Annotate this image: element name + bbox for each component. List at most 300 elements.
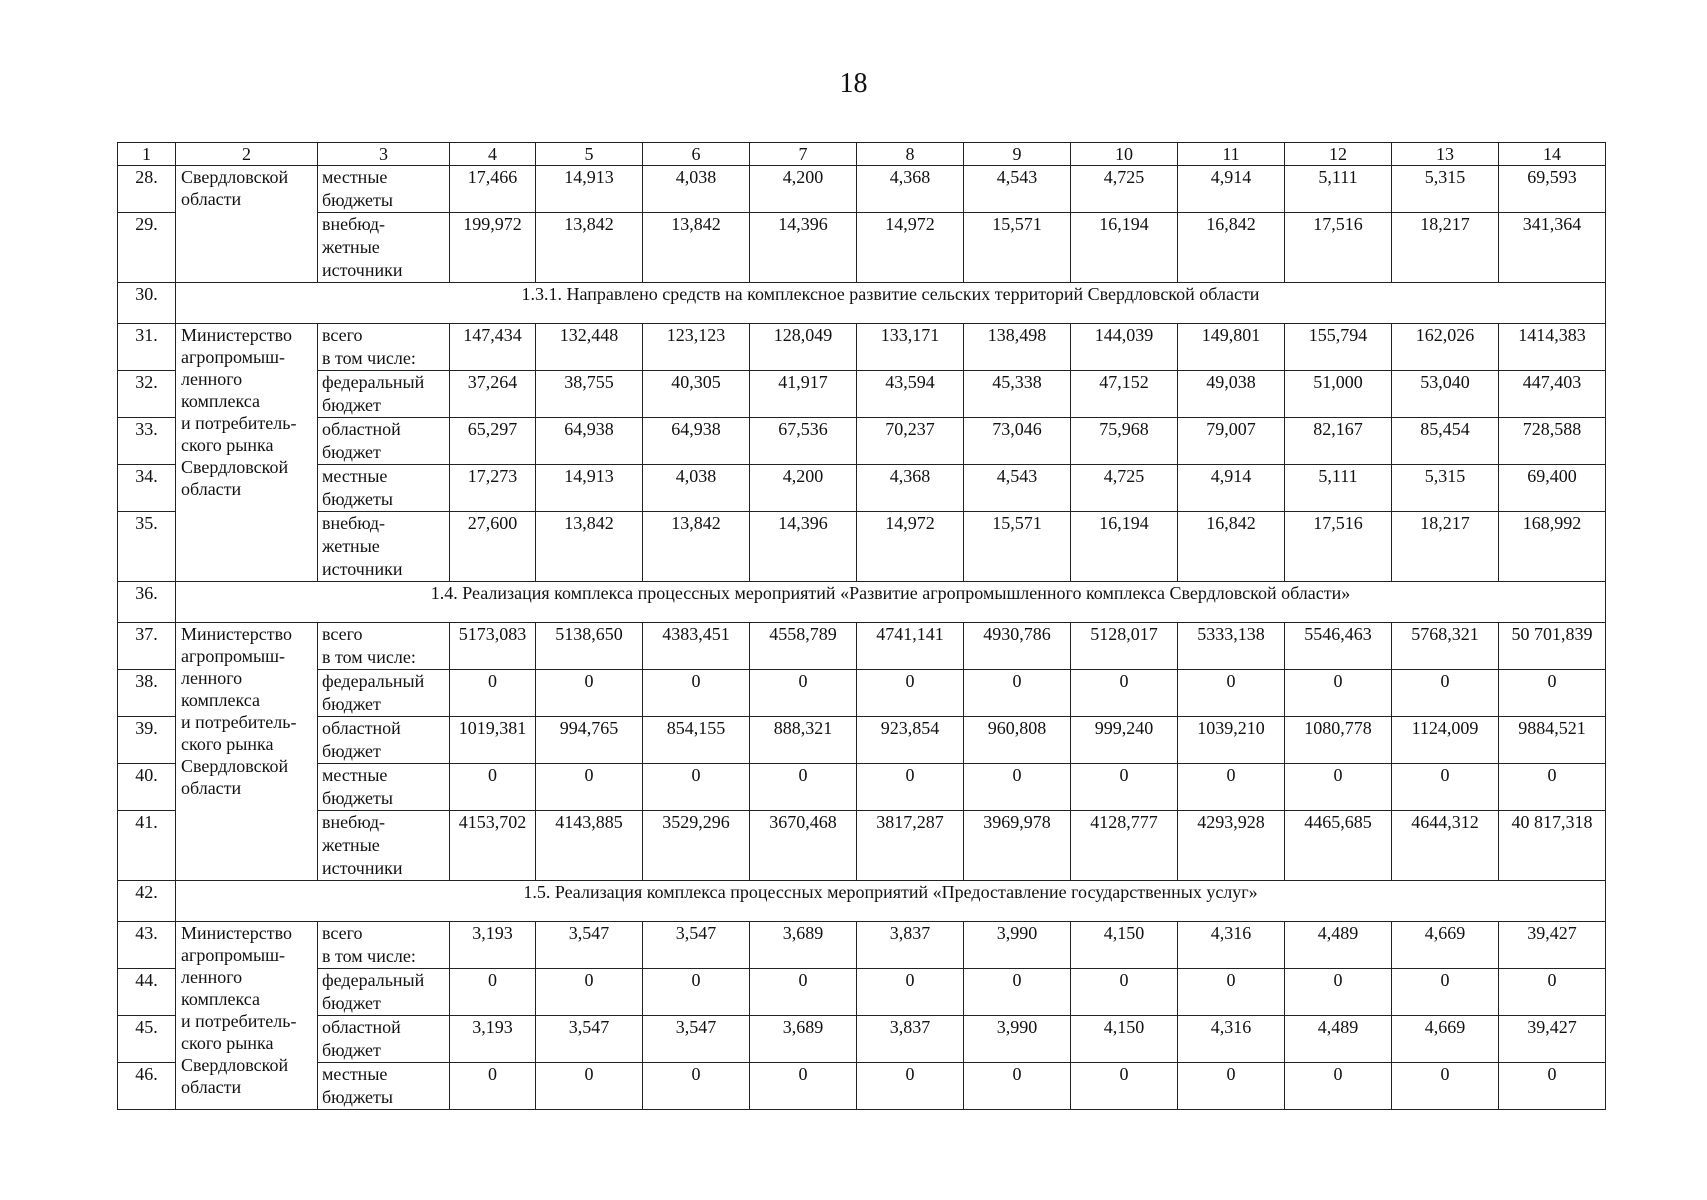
funding-source-line: источники	[322, 260, 403, 280]
value-cell: 3,990	[964, 922, 1071, 969]
value-cell: 0	[857, 969, 964, 1016]
column-header-row	[118, 143, 1606, 166]
table-row	[118, 922, 1606, 969]
value-cell: 13,842	[643, 213, 750, 283]
value-cell: 15,571	[964, 213, 1071, 283]
funding-source-line: жетные	[322, 536, 380, 556]
row-number: 33.	[118, 418, 176, 465]
value-cell: 3,547	[643, 1016, 750, 1063]
funding-source-line: бюджет	[322, 694, 381, 714]
value-cell: 15,571	[964, 512, 1071, 582]
budget-table	[117, 142, 1606, 1110]
funding-source	[318, 418, 450, 465]
org-line: Министерство	[181, 325, 292, 345]
funding-source-line: местные	[322, 466, 388, 486]
funding-source	[318, 512, 450, 582]
value-cell: 70,237	[857, 418, 964, 465]
value-cell: 1039,210	[1178, 717, 1285, 764]
funding-source-line: бюджеты	[322, 788, 393, 808]
value-cell: 0	[1071, 969, 1178, 1016]
value-cell: 4,725	[1071, 166, 1178, 213]
row-number: 43.	[118, 922, 176, 969]
value-cell: 4293,928	[1178, 811, 1285, 881]
value-cell: 16,194	[1071, 512, 1178, 582]
row-number: 35.	[118, 512, 176, 582]
value-cell: 4,200	[750, 166, 857, 213]
value-cell: 1124,009	[1392, 717, 1499, 764]
value-cell: 994,765	[536, 717, 643, 764]
value-cell: 82,167	[1285, 418, 1392, 465]
value-cell: 14,913	[536, 166, 643, 213]
section-heading-row	[118, 881, 1606, 922]
funding-source-line: местные	[322, 167, 388, 187]
funding-source-line: бюджеты	[322, 190, 393, 210]
org-line: ленного	[181, 369, 243, 389]
funding-source	[318, 623, 450, 670]
value-cell: 18,217	[1392, 512, 1499, 582]
value-cell: 17,273	[450, 465, 536, 512]
value-cell: 0	[1178, 764, 1285, 811]
funding-source-line: жетные	[322, 237, 380, 257]
funding-source-line: жетные	[322, 835, 380, 855]
value-cell: 3,837	[857, 1016, 964, 1063]
org-line: и потребитель-	[181, 712, 297, 732]
value-cell: 341,364	[1499, 213, 1606, 283]
value-cell: 0	[857, 1063, 964, 1110]
value-cell: 162,026	[1392, 324, 1499, 371]
row-number: 29.	[118, 213, 176, 283]
value-cell: 1414,383	[1499, 324, 1606, 371]
funding-source	[318, 213, 450, 283]
value-cell: 0	[536, 969, 643, 1016]
table-row	[118, 623, 1606, 670]
org-line: ского рынка	[181, 1033, 274, 1053]
funding-source-line: федеральный	[322, 970, 425, 990]
value-cell: 0	[1392, 670, 1499, 717]
funding-source	[318, 969, 450, 1016]
section-heading-row	[118, 582, 1606, 623]
value-cell: 0	[536, 764, 643, 811]
value-cell: 123,123	[643, 324, 750, 371]
value-cell: 13,842	[536, 213, 643, 283]
value-cell: 854,155	[643, 717, 750, 764]
row-number: 36.	[118, 582, 176, 623]
org-line: агропромыш-	[181, 646, 286, 666]
section-heading: 1.5. Реализация комплекса процессных мероприятий «Предоставление государственных услуг»	[176, 881, 1606, 922]
value-cell: 3,990	[964, 1016, 1071, 1063]
value-cell: 728,588	[1499, 418, 1606, 465]
value-cell: 0	[450, 764, 536, 811]
column-header: 9	[964, 143, 1071, 166]
value-cell: 16,842	[1178, 512, 1285, 582]
value-cell: 3529,296	[643, 811, 750, 881]
value-cell: 0	[643, 764, 750, 811]
value-cell: 0	[643, 969, 750, 1016]
value-cell: 5173,083	[450, 623, 536, 670]
column-header: 5	[536, 143, 643, 166]
column-header: 3	[318, 143, 450, 166]
section-heading: 1.3.1. Направлено средств на комплексное развитие сельских территорий Свердловской области	[176, 283, 1606, 324]
value-cell: 132,448	[536, 324, 643, 371]
value-cell: 0	[643, 670, 750, 717]
funding-source	[318, 717, 450, 764]
table-row	[118, 1016, 1606, 1063]
table-row	[118, 811, 1606, 881]
column-header: 7	[750, 143, 857, 166]
org-line: Министерство	[181, 624, 292, 644]
org-line: Свердловской	[181, 756, 289, 776]
funding-source-line: внебюд-	[322, 812, 385, 832]
value-cell: 0	[1071, 764, 1178, 811]
column-header: 6	[643, 143, 750, 166]
value-cell: 14,396	[750, 512, 857, 582]
value-cell: 0	[1392, 764, 1499, 811]
value-cell: 0	[450, 969, 536, 1016]
value-cell: 4,200	[750, 465, 857, 512]
value-cell: 73,046	[964, 418, 1071, 465]
table-row	[118, 670, 1606, 717]
table-body	[118, 143, 1606, 1110]
column-header: 2	[176, 143, 318, 166]
org-line: и потребитель-	[181, 413, 297, 433]
column-header: 10	[1071, 143, 1178, 166]
section-heading-row	[118, 283, 1606, 324]
value-cell: 0	[536, 670, 643, 717]
value-cell: 155,794	[1285, 324, 1392, 371]
funding-source-line: всего	[322, 325, 363, 345]
row-number: 32.	[118, 371, 176, 418]
table-row	[118, 717, 1606, 764]
table-row	[118, 1063, 1606, 1110]
value-cell: 5,111	[1285, 166, 1392, 213]
value-cell: 0	[1285, 764, 1392, 811]
value-cell: 4,914	[1178, 465, 1285, 512]
value-cell: 4,669	[1392, 1016, 1499, 1063]
org-line: Министерство	[181, 923, 292, 943]
row-number: 41.	[118, 811, 176, 881]
value-cell: 4558,789	[750, 623, 857, 670]
funding-source-line: федеральный	[322, 671, 425, 691]
value-cell: 0	[1285, 670, 1392, 717]
value-cell: 13,842	[536, 512, 643, 582]
org-line: агропромыш-	[181, 347, 286, 367]
funding-source-line: бюджеты	[322, 489, 393, 509]
value-cell: 5,111	[1285, 465, 1392, 512]
value-cell: 999,240	[1071, 717, 1178, 764]
value-cell: 3,689	[750, 922, 857, 969]
value-cell: 41,917	[750, 371, 857, 418]
value-cell: 18,217	[1392, 213, 1499, 283]
funding-source-line: бюджет	[322, 1040, 381, 1060]
value-cell: 3670,468	[750, 811, 857, 881]
funding-source-line: в том числе:	[322, 348, 416, 368]
value-cell: 3,547	[643, 922, 750, 969]
value-cell: 0	[1178, 969, 1285, 1016]
funding-source	[318, 1016, 450, 1063]
table-row	[118, 465, 1606, 512]
value-cell: 39,427	[1499, 922, 1606, 969]
column-header: 11	[1178, 143, 1285, 166]
responsible-org	[176, 166, 318, 283]
funding-source-line: федеральный	[322, 372, 425, 392]
value-cell: 0	[857, 670, 964, 717]
value-cell: 17,466	[450, 166, 536, 213]
value-cell: 4,368	[857, 166, 964, 213]
org-line: комплекса	[181, 690, 260, 710]
value-cell: 4153,702	[450, 811, 536, 881]
value-cell: 17,516	[1285, 512, 1392, 582]
value-cell: 0	[1285, 969, 1392, 1016]
value-cell: 4,150	[1071, 1016, 1178, 1063]
row-number: 31.	[118, 324, 176, 371]
value-cell: 5128,017	[1071, 623, 1178, 670]
value-cell: 0	[964, 969, 1071, 1016]
funding-source	[318, 465, 450, 512]
value-cell: 0	[1392, 1063, 1499, 1110]
value-cell: 138,498	[964, 324, 1071, 371]
value-cell: 0	[643, 1063, 750, 1110]
row-number: 42.	[118, 881, 176, 922]
table-row	[118, 371, 1606, 418]
value-cell: 0	[1285, 1063, 1392, 1110]
value-cell: 49,038	[1178, 371, 1285, 418]
value-cell: 0	[536, 1063, 643, 1110]
value-cell: 85,454	[1392, 418, 1499, 465]
row-number: 40.	[118, 764, 176, 811]
org-line: Свердловской	[181, 457, 289, 477]
section-heading: 1.4. Реализация комплекса процессных мероприятий «Развитие агропромышленного комплекса Свердловской области»	[176, 582, 1606, 623]
table-row	[118, 166, 1606, 213]
value-cell: 1019,381	[450, 717, 536, 764]
value-cell: 50 701,839	[1499, 623, 1606, 670]
table-row	[118, 418, 1606, 465]
value-cell: 4,038	[643, 166, 750, 213]
value-cell: 133,171	[857, 324, 964, 371]
value-cell: 4741,141	[857, 623, 964, 670]
value-cell: 4383,451	[643, 623, 750, 670]
funding-source-line: бюджеты	[322, 1087, 393, 1107]
value-cell: 3,837	[857, 922, 964, 969]
org-line: комплекса	[181, 391, 260, 411]
org-line: области	[181, 778, 242, 798]
value-cell: 0	[964, 1063, 1071, 1110]
funding-source	[318, 811, 450, 881]
funding-source-line: внебюд-	[322, 513, 385, 533]
funding-source-line: местные	[322, 765, 388, 785]
value-cell: 3,547	[536, 1016, 643, 1063]
value-cell: 14,913	[536, 465, 643, 512]
funding-source	[318, 1063, 450, 1110]
value-cell: 0	[750, 1063, 857, 1110]
org-line: области	[181, 189, 242, 209]
value-cell: 4,669	[1392, 922, 1499, 969]
value-cell: 5768,321	[1392, 623, 1499, 670]
value-cell: 0	[750, 670, 857, 717]
value-cell: 5546,463	[1285, 623, 1392, 670]
value-cell: 4,543	[964, 465, 1071, 512]
funding-source-line: внебюд-	[322, 214, 385, 234]
column-header: 14	[1499, 143, 1606, 166]
value-cell: 4,038	[643, 465, 750, 512]
value-cell: 960,808	[964, 717, 1071, 764]
value-cell: 53,040	[1392, 371, 1499, 418]
funding-source-line: областной	[322, 718, 401, 738]
value-cell: 168,992	[1499, 512, 1606, 582]
value-cell: 149,801	[1178, 324, 1285, 371]
funding-source	[318, 324, 450, 371]
funding-source-line: в том числе:	[322, 647, 416, 667]
value-cell: 4,543	[964, 166, 1071, 213]
value-cell: 38,755	[536, 371, 643, 418]
responsible-org	[176, 324, 318, 582]
value-cell: 4,914	[1178, 166, 1285, 213]
value-cell: 3,547	[536, 922, 643, 969]
table-row	[118, 324, 1606, 371]
value-cell: 43,594	[857, 371, 964, 418]
row-number: 39.	[118, 717, 176, 764]
org-line: ского рынка	[181, 734, 274, 754]
funding-source-line: всего	[322, 624, 363, 644]
column-header: 8	[857, 143, 964, 166]
value-cell: 5,315	[1392, 465, 1499, 512]
value-cell: 0	[1499, 764, 1606, 811]
value-cell: 75,968	[1071, 418, 1178, 465]
table-row	[118, 764, 1606, 811]
value-cell: 4465,685	[1285, 811, 1392, 881]
page-number: 18	[839, 68, 868, 99]
value-cell: 0	[450, 670, 536, 717]
funding-source-line: областной	[322, 1017, 401, 1037]
value-cell: 69,593	[1499, 166, 1606, 213]
value-cell: 3,193	[450, 922, 536, 969]
value-cell: 5138,650	[536, 623, 643, 670]
value-cell: 1080,778	[1285, 717, 1392, 764]
value-cell: 144,039	[1071, 324, 1178, 371]
org-line: ского рынка	[181, 435, 274, 455]
value-cell: 14,972	[857, 213, 964, 283]
value-cell: 3,193	[450, 1016, 536, 1063]
funding-source-line: бюджет	[322, 395, 381, 415]
row-number: 46.	[118, 1063, 176, 1110]
funding-source-line: источники	[322, 858, 403, 878]
value-cell: 17,516	[1285, 213, 1392, 283]
funding-source	[318, 166, 450, 213]
funding-source-line: в том числе:	[322, 946, 416, 966]
value-cell: 0	[1071, 1063, 1178, 1110]
value-cell: 4,489	[1285, 1016, 1392, 1063]
row-number: 34.	[118, 465, 176, 512]
value-cell: 4143,885	[536, 811, 643, 881]
value-cell: 0	[1499, 969, 1606, 1016]
value-cell: 3817,287	[857, 811, 964, 881]
funding-source	[318, 371, 450, 418]
value-cell: 0	[750, 764, 857, 811]
value-cell: 4,316	[1178, 1016, 1285, 1063]
value-cell: 16,842	[1178, 213, 1285, 283]
org-line: агропромыш-	[181, 945, 286, 965]
value-cell: 4930,786	[964, 623, 1071, 670]
value-cell: 37,264	[450, 371, 536, 418]
value-cell: 65,297	[450, 418, 536, 465]
responsible-org	[176, 922, 318, 1110]
funding-source-line: областной	[322, 419, 401, 439]
column-header: 12	[1285, 143, 1392, 166]
value-cell: 47,152	[1071, 371, 1178, 418]
org-line: ленного	[181, 967, 243, 987]
org-line: Свердловской	[181, 167, 289, 187]
value-cell: 199,972	[450, 213, 536, 283]
value-cell: 0	[1392, 969, 1499, 1016]
funding-source	[318, 670, 450, 717]
funding-source-line: источники	[322, 559, 403, 579]
table-row	[118, 969, 1606, 1016]
value-cell: 5333,138	[1178, 623, 1285, 670]
funding-source-line: всего	[322, 923, 363, 943]
value-cell: 40,305	[643, 371, 750, 418]
value-cell: 40 817,318	[1499, 811, 1606, 881]
value-cell: 3969,978	[964, 811, 1071, 881]
responsible-org	[176, 623, 318, 881]
row-number: 44.	[118, 969, 176, 1016]
value-cell: 888,321	[750, 717, 857, 764]
value-cell: 0	[450, 1063, 536, 1110]
value-cell: 69,400	[1499, 465, 1606, 512]
value-cell: 4,368	[857, 465, 964, 512]
value-cell: 4644,312	[1392, 811, 1499, 881]
value-cell: 4,150	[1071, 922, 1178, 969]
value-cell: 0	[1499, 670, 1606, 717]
value-cell: 923,854	[857, 717, 964, 764]
org-line: ленного	[181, 668, 243, 688]
funding-source-line: бюджет	[322, 741, 381, 761]
row-number: 28.	[118, 166, 176, 213]
value-cell: 16,194	[1071, 213, 1178, 283]
value-cell: 4,725	[1071, 465, 1178, 512]
value-cell: 0	[964, 764, 1071, 811]
value-cell: 0	[750, 969, 857, 1016]
row-number: 45.	[118, 1016, 176, 1063]
org-line: области	[181, 479, 242, 499]
row-number: 38.	[118, 670, 176, 717]
value-cell: 5,315	[1392, 166, 1499, 213]
value-cell: 147,434	[450, 324, 536, 371]
org-line: области	[181, 1077, 242, 1097]
value-cell: 128,049	[750, 324, 857, 371]
column-header: 4	[450, 143, 536, 166]
value-cell: 39,427	[1499, 1016, 1606, 1063]
funding-source-line: бюджет	[322, 442, 381, 462]
value-cell: 4,316	[1178, 922, 1285, 969]
funding-source-line: бюджет	[322, 993, 381, 1013]
value-cell: 0	[1071, 670, 1178, 717]
org-line: и потребитель-	[181, 1011, 297, 1031]
value-cell: 4128,777	[1071, 811, 1178, 881]
value-cell: 79,007	[1178, 418, 1285, 465]
table-row	[118, 512, 1606, 582]
row-number: 30.	[118, 283, 176, 324]
funding-source	[318, 922, 450, 969]
column-header: 1	[118, 143, 176, 166]
value-cell: 64,938	[643, 418, 750, 465]
value-cell: 447,403	[1499, 371, 1606, 418]
value-cell: 14,396	[750, 213, 857, 283]
row-number: 37.	[118, 623, 176, 670]
column-header: 13	[1392, 143, 1499, 166]
value-cell: 67,536	[750, 418, 857, 465]
value-cell: 0	[1178, 1063, 1285, 1110]
value-cell: 0	[857, 764, 964, 811]
org-line: Свердловской	[181, 1055, 289, 1075]
